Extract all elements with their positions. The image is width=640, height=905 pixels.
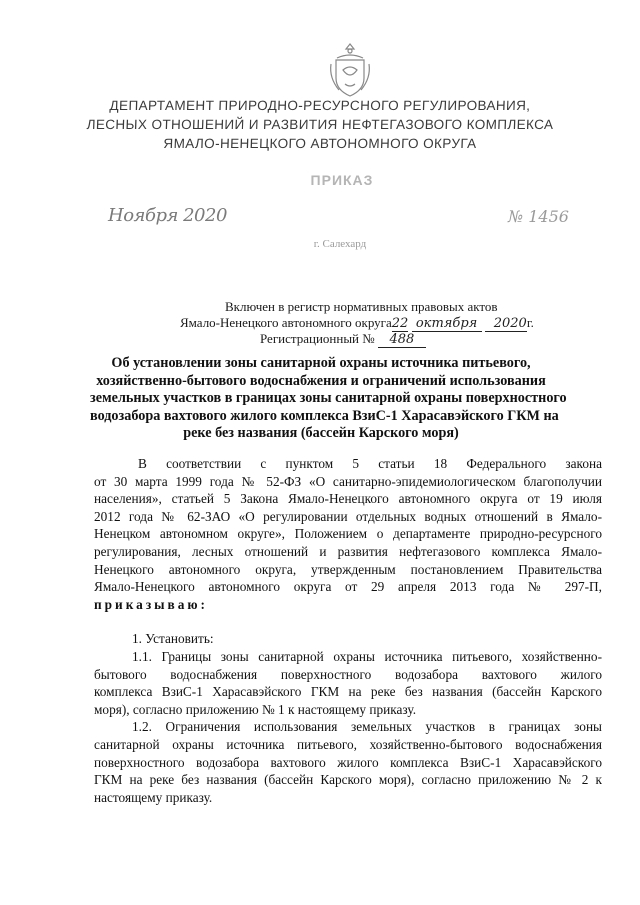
registration-year: 2020 — [485, 317, 527, 332]
preamble-line: Ненецкого автономного округа, утвержденным постановлением Правительства — [94, 561, 602, 577]
registration-number-label: Регистрационный № — [260, 331, 375, 346]
registration-line-1: Включен в регистр нормативных правовых актов — [225, 299, 498, 314]
item-1-1-line: моря), согласно приложению № 1 к настоящему приказу. — [94, 701, 417, 717]
item-1-2-line: ГКМ на реке без названия (бассейн Карского моря), согласно приложению № 2 к — [94, 772, 602, 788]
preamble-line: Ямало-Ненецкого автономного округа от 29 апреля 2013 года № 297-П, — [94, 579, 602, 595]
order-verb: приказываю: — [94, 596, 208, 612]
handwritten-number: № 1456 — [508, 207, 569, 226]
order-heading: ПРИКАЗ — [310, 172, 374, 188]
registration-number: 488 — [378, 333, 426, 348]
item-1: 1. Установить: — [132, 631, 214, 647]
item-1-2-line: 1.2. Ограничения использования земельных участков в границах зоны — [132, 719, 602, 735]
title-line: Об установлении зоны санитарной охраны источника питьевого, — [111, 355, 531, 371]
document-body — [94, 455, 602, 806]
coat-of-arms-icon — [327, 40, 373, 100]
preamble-line: Ненецком автономном округе», Положением о департаменте природно-ресурсного — [94, 526, 602, 542]
registration-month: октября — [412, 317, 482, 332]
title-line: водозабора вахтового жилого комплекса ВзиС-1 Харасавэйского ГКМ на — [90, 407, 559, 424]
preamble-line: регулирования, лесных отношений и развития нефтегазового комплекса Ямало- — [94, 543, 602, 559]
preamble-line: населения», статьей 5 Закона Ямало-Ненецкого автономного округа от 19 июля — [94, 491, 602, 507]
preamble-line: 2012 года № 62-ЗАО «О регулировании отдельных водных отношений в Ямало- — [94, 508, 602, 524]
preamble-line: от 30 марта 1999 года № 52-ФЗ «О санитарно-эпидемиологическом благополучии — [94, 473, 602, 489]
registration-line-2 — [180, 315, 534, 332]
department-name-line-2: ЛЕСНЫХ ОТНОШЕНИЙ И РАЗВИТИЯ НЕФТЕГАЗОВОГО КОМПЛЕКСА — [86, 117, 554, 132]
city-label: г. Салехард — [313, 238, 367, 250]
registration-year-suffix: г. — [526, 315, 534, 330]
title-line: земельных участков в границах зоны санитарной охраны поверхностного — [90, 390, 567, 406]
item-1-1-line: бытового водоснабжения поверхностного водозабора вахтового жилого — [94, 666, 602, 682]
item-1-2-line: санитарной охраны источника питьевого, хозяйственно-бытового водоснабжения — [94, 736, 602, 752]
department-name-line-1: ДЕПАРТАМЕНТ ПРИРОДНО-РЕСУРСНОГО РЕГУЛИРОВАНИЯ, — [109, 98, 531, 113]
handwritten-date: Ноября 2020 — [108, 205, 227, 226]
item-1-1-line: 1.1. Границы зоны санитарной охраны источника питьевого, хозяйственно- — [132, 648, 602, 664]
registration-day: 22 — [391, 316, 409, 331]
registration-region: Ямало-Ненецкого автономного округа — [180, 315, 392, 330]
title-line: реке без названия (бассейн Карского моря) — [183, 425, 459, 441]
registration-line-3 — [260, 331, 426, 348]
item-1-2-line: настоящему приказу. — [94, 789, 213, 805]
item-1-2-line: поверхностного водозабора вахтового жилого комплекса ВзиС-1 Харасавэйского — [94, 754, 602, 770]
item-1-1-line: комплекса ВзиС-1 Харасавэйского ГКМ на реке без названия (бассейн Карского — [94, 684, 602, 700]
title-line: хозяйственно-бытового водоснабжения и ограничений использования — [96, 372, 546, 389]
document-title — [90, 355, 567, 443]
department-name-line-3: ЯМАЛО-НЕНЕЦКОГО АВТОНОМНОГО ОКРУГА — [163, 136, 477, 151]
preamble-line: В соответствии с пунктом 5 статьи 18 Федерального закона — [138, 456, 602, 471]
